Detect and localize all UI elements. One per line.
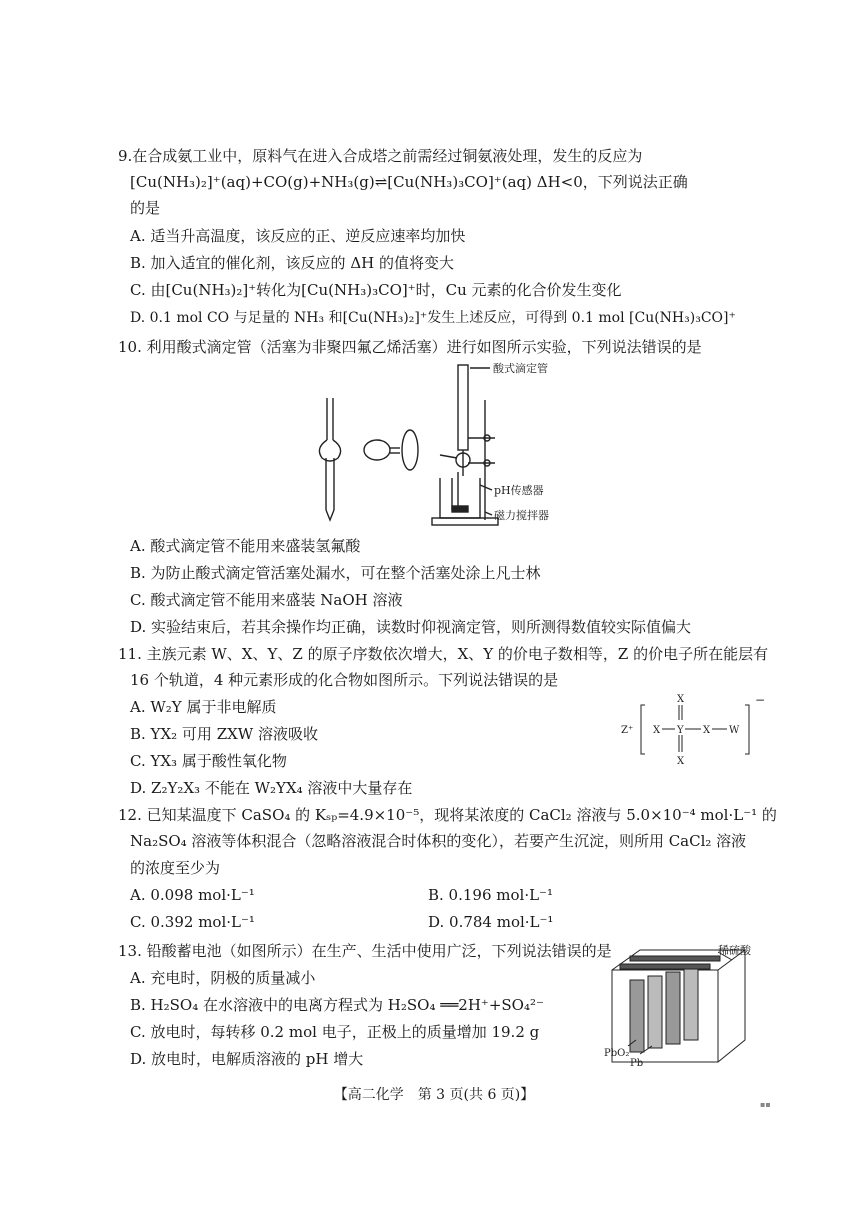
q9-stem-line-2: [Cu(NH₃)₂]⁺(aq)+CO(g)+NH₃(g)⇌[Cu(NH₃)₃CO]⁺(aq) ΔH<0，下列说法正确 [130,173,688,191]
q11-option-c: C. YX₃ 属于酸性氧化物 [130,752,287,770]
q10-option-d: D. 实验结束后，若其余操作均正确，读数时仰视滴定管，则所测得数值较实际值偏大 [130,618,692,636]
burette-apparatus-figure [300,360,600,530]
dilute-sulfuric-acid-label: 稀硫酸 [718,944,751,957]
q12-option-c: C. 0.392 mol·L⁻¹ [130,913,255,931]
q11-option-d: D. Z₂Y₂X₃ 不能在 W₂YX₄ 溶液中大量存在 [130,779,413,797]
structure-x-bottom: X [677,756,685,767]
q13-stem: 13. 铅酸蓄电池（如图所示）在生产、生活中使用广泛，下列说法错误的是 [118,942,612,960]
q13-option-a: A. 充电时，阴极的质量减小 [130,969,316,987]
structure-x-left: X [653,725,661,736]
q12-stem-line-2: Na₂SO₄ 溶液等体积混合（忽略溶液混合时体积的变化），若要产生沉淀，则所用 CaCl₂ 溶液 [130,832,747,850]
ph-sensor-label: pH传感器 [494,484,544,497]
q10-option-b: B. 为防止酸式滴定管活塞处漏水，可在整个活塞处涂上凡士林 [130,564,541,582]
structure-charge: − [755,693,766,707]
pb-label: Pb [630,1058,644,1069]
q9-option-b: B. 加入适宜的催化剂，该反应的 ΔH 的值将变大 [130,254,455,272]
q10-stem: 10. 利用酸式滴定管（活塞为非聚四氟乙烯活塞）进行如图所示实验，下列说法错误的是 [118,338,702,356]
q13-option-c: C. 放电时，每转移 0.2 mol 电子，正极上的质量增加 19.2 g [130,1023,540,1041]
q12-stem-line-1: 12. 已知某温度下 CaSO₄ 的 Kₛₚ=4.9×10⁻⁵，现将某浓度的 CaCl₂ 溶液与 5.0×10⁻⁴ mol·L⁻¹ 的 [118,806,777,824]
q9-stem-line-3: 的是 [130,199,161,217]
q12-stem-line-3: 的浓度至少为 [130,859,221,877]
q10-option-a: A. 酸式滴定管不能用来盛装氢氟酸 [130,537,361,555]
corner-mark: ▪▪ [760,1100,771,1109]
q11-stem-line-1: 11. 主族元素 W、X、Y、Z 的原子序数依次增大，X、Y 的价电子数相等，Z 的价电子所在能层有 [118,645,769,663]
q9-option-a: A. 适当升高温度，该反应的正、逆反应速率均加快 [130,227,466,245]
q11-option-b: B. YX₂ 可用 ZXW 溶液吸收 [130,725,318,743]
q9-option-c: C. 由[Cu(NH₃)₂]⁺转化为[Cu(NH₃)₃CO]⁺时，Cu 元素的化合价发生变化 [130,281,622,299]
structure-x-top: X [677,694,685,705]
q13-option-d: D. 放电时，电解质溶液的 pH 增大 [130,1050,364,1068]
structure-x-right: X [703,725,711,736]
q9-option-d: D. 0.1 mol CO 与足量的 NH₃ 和[Cu(NH₃)₂]⁺发生上述反应，可得到 0.1 mol [Cu(NH₃)₃CO]⁺ [130,310,736,326]
q12-option-a: A. 0.098 mol·L⁻¹ [130,886,255,904]
q11-option-a: A. W₂Y 属于非电解质 [130,698,277,716]
q11-stem-line-2: 16 个轨道，4 种元素形成的化合物如图所示。下列说法错误的是 [130,671,559,689]
q10-option-c: C. 酸式滴定管不能用来盛装 NaOH 溶液 [130,591,403,609]
q13-option-b: B. H₂SO₄ 在水溶液中的电离方程式为 H₂SO₄ ══2H⁺+SO₄²⁻ [130,996,544,1014]
structure-w: W [729,725,740,736]
structure-cation: Z⁺ [621,725,634,736]
pbo2-label: PbO₂ [604,1048,630,1059]
lead-acid-battery-figure [600,940,760,1070]
page-footer: 【高二化学 第 3 页(共 6 页)】 [333,1087,535,1103]
magnetic-stirrer-label: 磁力搅拌器 [494,509,549,522]
q12-option-b: B. 0.196 mol·L⁻¹ [428,886,553,904]
molecule-structure-figure [615,690,775,768]
burette-label: 酸式滴定管 [493,362,548,375]
q9-stem-line-1: 9.在合成氨工业中，原料气在进入合成塔之前需经过铜氨液处理，发生的反应为 [118,147,643,165]
structure-y: Y [677,725,684,736]
q12-option-d: D. 0.784 mol·L⁻¹ [428,913,554,931]
